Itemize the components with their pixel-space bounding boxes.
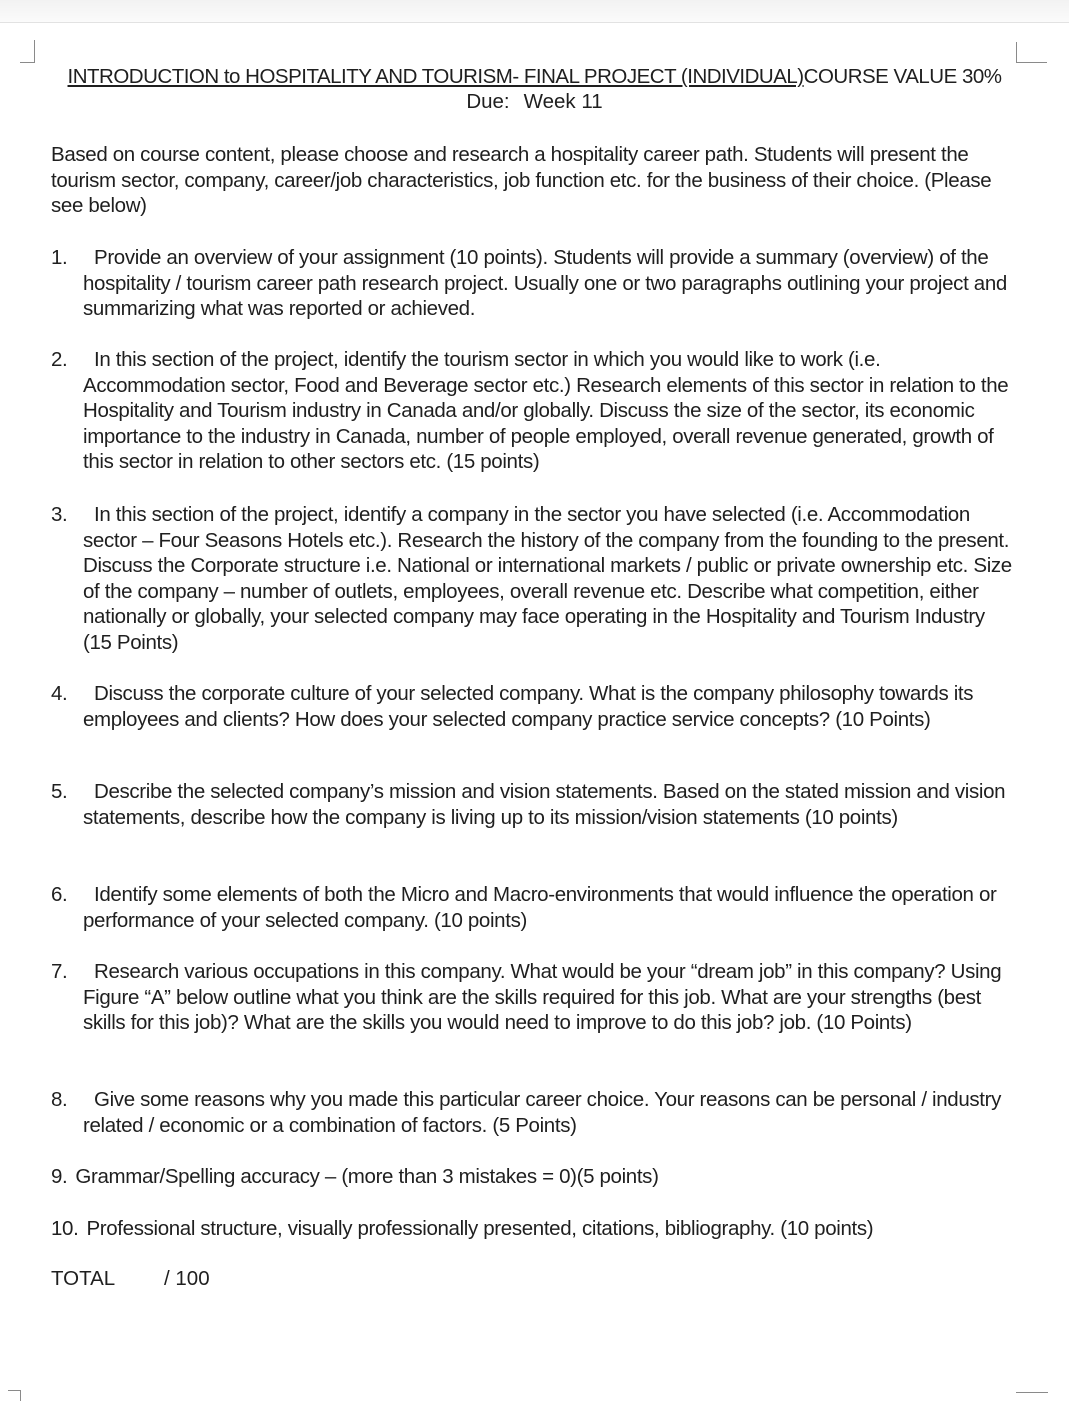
item-number: 3. (51, 503, 68, 526)
item-number: 2. (51, 348, 68, 371)
item-text: Identify some elements of both the Micro and Macro-environments that would influence the operation or performance of your selected company. (10 points) (83, 883, 997, 932)
crop-mark-bottom-left (8, 1390, 21, 1401)
list-item-professional (51, 1216, 1016, 1242)
list-item-grammar (51, 1164, 1016, 1190)
due-label: Due: (466, 90, 510, 113)
item-text: Research various occupations in this company. What would be your “dream job” in this company? Using Figure “A” below outline what you think are the skills required for this job. What are your strengths (best skills for this job)? What are the skills you would need to improve to do this job? job. (10 Points) (83, 960, 1002, 1034)
total-line (51, 1266, 210, 1292)
list-item (51, 245, 1016, 322)
intro-paragraph: Based on course content, please choose and research a hospitality career path. Students will present the tourism sector, company, career/job characteristics, job function etc. for the business of their choice. (Please see below) (51, 143, 992, 217)
list-item (51, 882, 1016, 933)
item-text: Provide an overview of your assignment (10 points). Students will provide a summary (overview) of the hospitality / tourism career path research project. Usually one or two paragraphs outlining your project and summarizing what was reported or achieved. (83, 246, 1007, 320)
list-item (51, 347, 1016, 475)
due-line (0, 89, 1069, 114)
due-value: Week 11 (523, 90, 603, 113)
item-text: Discuss the corporate culture of your selected company. What is the company philosophy towards its employees and clients? How does your selected company practice service concepts? (10 Points) (83, 682, 974, 731)
item-number: 1. (51, 246, 68, 269)
item-text: Give some reasons why you made this particular career choice. Your reasons can be personal / industry related / economic or a combination of factors. (5 Points) (83, 1088, 1002, 1137)
item-number: 7. (51, 960, 68, 983)
item-text: Grammar/Spelling accuracy – (more than 3 mistakes = 0)(5 points) (75, 1165, 659, 1188)
list-item (51, 959, 1016, 1036)
item-number: 9. (51, 1165, 68, 1188)
list-item (51, 502, 1016, 655)
item-text: In this section of the project, identify the tourism sector in which you would like to work (i.e. Accommodation sector, Food and Beverage sector etc.) Research elements of this sector in relation to the Hospitality and Tourism industry in Canada and/or globally. Discuss the size of the sector, its economic importance to the industry in Canada, number of people employed, overall revenue generated, growth of this sector in relation to other sectors etc. (15 points) (83, 348, 1009, 473)
item-number: 4. (51, 682, 68, 705)
page-title (0, 64, 1069, 89)
item-number: 5. (51, 780, 68, 803)
item-number: 10. (51, 1217, 79, 1240)
crop-mark-top-left (20, 40, 35, 63)
list-item (51, 681, 1016, 732)
crop-mark-top-right (1016, 42, 1047, 63)
item-number: 8. (51, 1088, 68, 1111)
total-label: TOTAL (51, 1267, 116, 1290)
item-text: Professional structure, visually professionally presented, citations, bibliography. (10 points) (86, 1217, 874, 1240)
item-number: 6. (51, 883, 68, 906)
top-strip (0, 0, 1069, 23)
title-course-value: COURSE VALUE 30% (803, 65, 1002, 88)
item-text: Describe the selected company’s mission and vision statements. Based on the stated mission and vision statements, describe how the company is living up to its mission/vision statements (10 points) (83, 780, 1006, 829)
title-main: INTRODUCTION to HOSPITALITY AND TOURISM- FINAL PROJECT (INDIVIDUAL) (67, 65, 804, 88)
item-text: In this section of the project, identify a company in the sector you have selected (i.e. Accommodation sector – Four Seasons Hotels etc.). Research the history of the company from the founding to the present. Discuss the Corporate structure i.e. National or international markets / public or private ownership etc. Size of the company – number of outlets, employees, overall revenue etc. Describe what competition, either nationally or globally, your selected company may face operating in the Hospitality and Tourism Industry (15 Points) (83, 503, 1012, 654)
list-item (51, 1087, 1016, 1138)
list-item (51, 779, 1016, 830)
total-score: / 100 (164, 1267, 210, 1290)
